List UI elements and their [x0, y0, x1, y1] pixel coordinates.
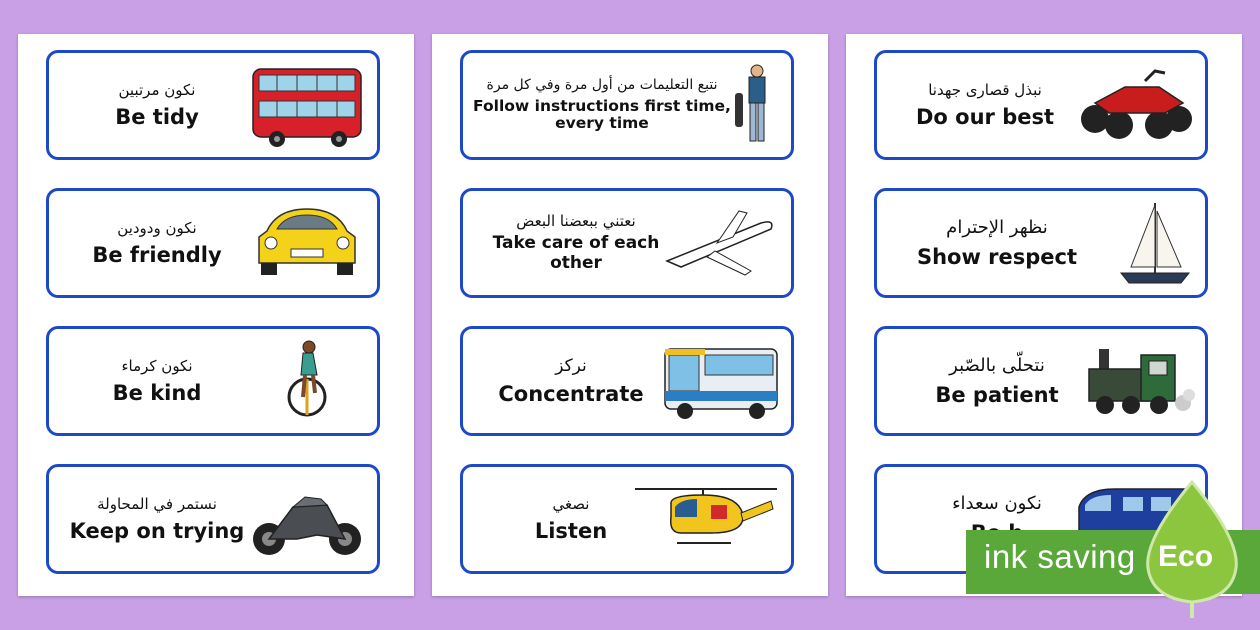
sheet-1 — [18, 34, 414, 596]
english-text: Show respect — [916, 244, 1078, 269]
english-text-line-1: Follow instructions first time, — [473, 96, 731, 115]
card-be-tidy — [46, 50, 380, 160]
arabic-text: نعتني ببعضنا البعض — [516, 212, 636, 231]
quad-bike-icon — [1075, 63, 1195, 149]
arabic-text: نصغي — [552, 494, 590, 513]
cyclist-icon — [247, 339, 367, 425]
english-text: Be kind — [112, 380, 202, 405]
card-do-our-best — [874, 50, 1208, 160]
card-take-care — [460, 188, 794, 298]
arabic-text: نكون سعداء — [952, 493, 1042, 515]
card-keep-on-trying — [46, 464, 380, 574]
arabic-text: نظهر الإحترام — [946, 217, 1048, 239]
arabic-text: نستمر في المحاولة — [97, 494, 217, 513]
arabic-text: نكون كرماء — [121, 356, 193, 375]
ink-saving-label: ink saving — [984, 538, 1136, 575]
english-text: Keep on trying — [69, 518, 245, 543]
english-text: Concentrate — [498, 382, 644, 407]
sailboat-icon — [1115, 201, 1195, 287]
arabic-text: نتبع التعليمات من أول مرة وفي كل مرة — [486, 76, 718, 93]
english-text: Take care of each other — [492, 233, 660, 273]
skateboarder-icon — [731, 63, 781, 149]
city-bus-icon — [661, 339, 781, 425]
card-be-patient — [874, 326, 1208, 436]
card-concentrate — [460, 326, 794, 436]
arabic-text: نتحلّى بالصّبر — [949, 355, 1045, 377]
card-listen — [460, 464, 794, 574]
eco-badge-label: Eco — [1158, 540, 1214, 573]
sheet-2 — [432, 34, 828, 596]
english-text-line-2: every time — [555, 114, 649, 133]
english-text: Listen — [534, 518, 608, 543]
double-decker-bus-icon — [247, 63, 367, 149]
english-text: Be friendly — [92, 242, 222, 267]
card-be-friendly — [46, 188, 380, 298]
card-be-kind — [46, 326, 380, 436]
arabic-text: نركز — [555, 355, 587, 376]
english-text: Be patient — [935, 382, 1059, 407]
card-follow-instructions — [460, 50, 794, 160]
motorbike-icon — [247, 477, 367, 563]
arabic-text: نكون مرتبين — [118, 80, 196, 99]
car-icon — [247, 201, 367, 287]
card-show-respect — [874, 188, 1208, 298]
steam-train-icon — [1075, 339, 1195, 425]
english-text: Be tidy — [115, 104, 199, 129]
arabic-text: نبذل قصارى جهدنا — [928, 80, 1042, 99]
airplane-icon — [661, 201, 781, 287]
helicopter-icon — [631, 477, 781, 563]
english-text: Do our best — [915, 104, 1055, 129]
arabic-text: نكون ودودين — [117, 218, 197, 237]
